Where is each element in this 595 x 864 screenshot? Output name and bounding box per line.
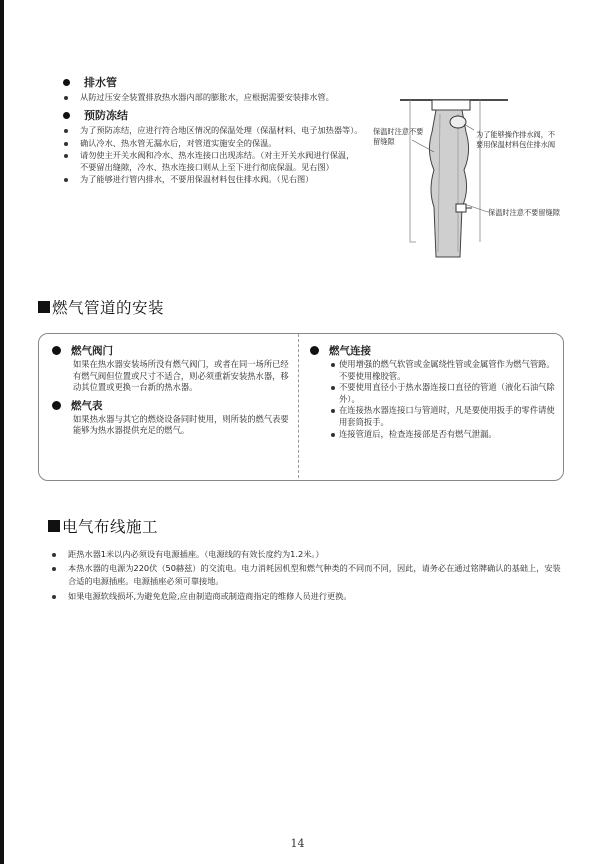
bullet-icon xyxy=(64,129,68,133)
square-bullet-icon xyxy=(38,301,50,313)
square-bullet-icon xyxy=(48,520,60,532)
pipe-insulation-diagram xyxy=(370,92,590,262)
gas-box-divider xyxy=(298,334,299,478)
list-item: 为了预防冻结，应进行符合地区情况的保温处理（保温材料、电子加热器等）。 xyxy=(60,125,400,136)
list-item: 为了能够进行管内排水，不要用保温材料包住排水阀。（见右图） xyxy=(60,174,400,185)
list-item: 从防过压安全装置排放热水器内部的膨胀水，应根据需要安装排水管。 xyxy=(60,92,400,103)
drain-heading: 排水管 xyxy=(60,74,400,90)
bullet-icon xyxy=(64,154,68,158)
gas-meter-text: 如果热水器与其它的燃烧设备同时使用，则所装的燃气表要能够为热水器提供充足的燃气。 xyxy=(73,413,289,436)
gas-right-column xyxy=(310,343,555,440)
list-item: 距热水器1米以内必须设有电源插座。（电源线的有效长度约为1.2米。） xyxy=(50,548,565,561)
bullet-icon xyxy=(52,595,56,599)
list-item: 不要使用直径小于热水器连接口直径的管道（液化石油气除外）。 xyxy=(310,382,555,405)
list-item: 请勿使主开关水阀和冷水、热水连接口出现冻结。（对主开关水阀进行保温，不要留出缝隙，冷水、热水连接口则从上至下进行彻底保温。见右图） xyxy=(60,150,400,173)
gas-left-column xyxy=(52,343,290,437)
gas-meter-heading: 燃气表 xyxy=(52,398,290,413)
list-item: 如果电源软线损坏,为避免危险,应由制造商或制造商指定的维修人员进行更换。 xyxy=(50,590,565,603)
list-item: 本热水器的电源为220伏（50赫兹）的交流电。电力消耗因机型和燃气种类的不同而不同，因此，请务必在通过铭牌确认的基础上，安装合适的电源插座。电源插座必须可靠接地。 xyxy=(50,562,565,588)
list-item: 使用增强的燃气软管或金属绕性管或金属管作为燃气管路。不要使用橡胶管。 xyxy=(310,359,555,382)
list-item: 确认冷水、热水管无漏水后，对管道实施安全的保温。 xyxy=(60,138,400,149)
bullet-icon xyxy=(52,401,61,410)
page-number: 14 xyxy=(290,837,305,850)
page-edge-bar xyxy=(0,0,4,864)
gas-valve-heading: 燃气阀门 xyxy=(52,343,290,358)
gas-valve-text: 如果在热水器安装场所没有燃气阀门，或者在同一场所已经有燃气阀但位置或尺寸不适合，则必须重新安装热水器，移动其位置或更换一台新的热水器。 xyxy=(73,359,289,393)
electric-section-title: 电气布线施工 xyxy=(48,515,158,537)
bullet-icon xyxy=(52,567,56,571)
diagram-label-left: 保温时注意不要留缝隙 xyxy=(373,127,424,146)
gas-connect-heading: 燃气连接 xyxy=(310,343,555,358)
diagram-label-right-top: 为了能够操作排水阀，不要用保温材料包住排水阀 xyxy=(476,130,556,149)
bullet-icon xyxy=(331,363,335,367)
diagram-label-right-bottom: 保温时注意不要留缝隙 xyxy=(488,208,560,217)
bullet-icon xyxy=(331,409,335,413)
bullet-icon xyxy=(64,96,68,100)
bullet-icon xyxy=(63,79,70,86)
list-item: 连接管道后，检查连接部是否有燃气泄漏。 xyxy=(310,429,555,441)
bullet-icon xyxy=(331,386,335,390)
bullet-icon xyxy=(310,346,319,355)
gas-section-title: 燃气管道的安装 xyxy=(38,296,164,318)
bullet-icon xyxy=(64,142,68,146)
bullet-icon xyxy=(63,112,70,119)
bullet-icon xyxy=(52,553,56,557)
bullet-icon xyxy=(331,433,335,437)
electric-list xyxy=(50,548,565,604)
pipe-insulation-illustration xyxy=(370,92,590,262)
drain-section xyxy=(60,74,400,186)
list-item: 在连接热水器连接口与管道时，凡是要使用扳手的零件请使用套筒扳手。 xyxy=(310,405,555,428)
bullet-icon xyxy=(64,178,68,182)
bullet-icon xyxy=(52,346,61,355)
freeze-heading: 预防冻结 xyxy=(60,107,400,123)
